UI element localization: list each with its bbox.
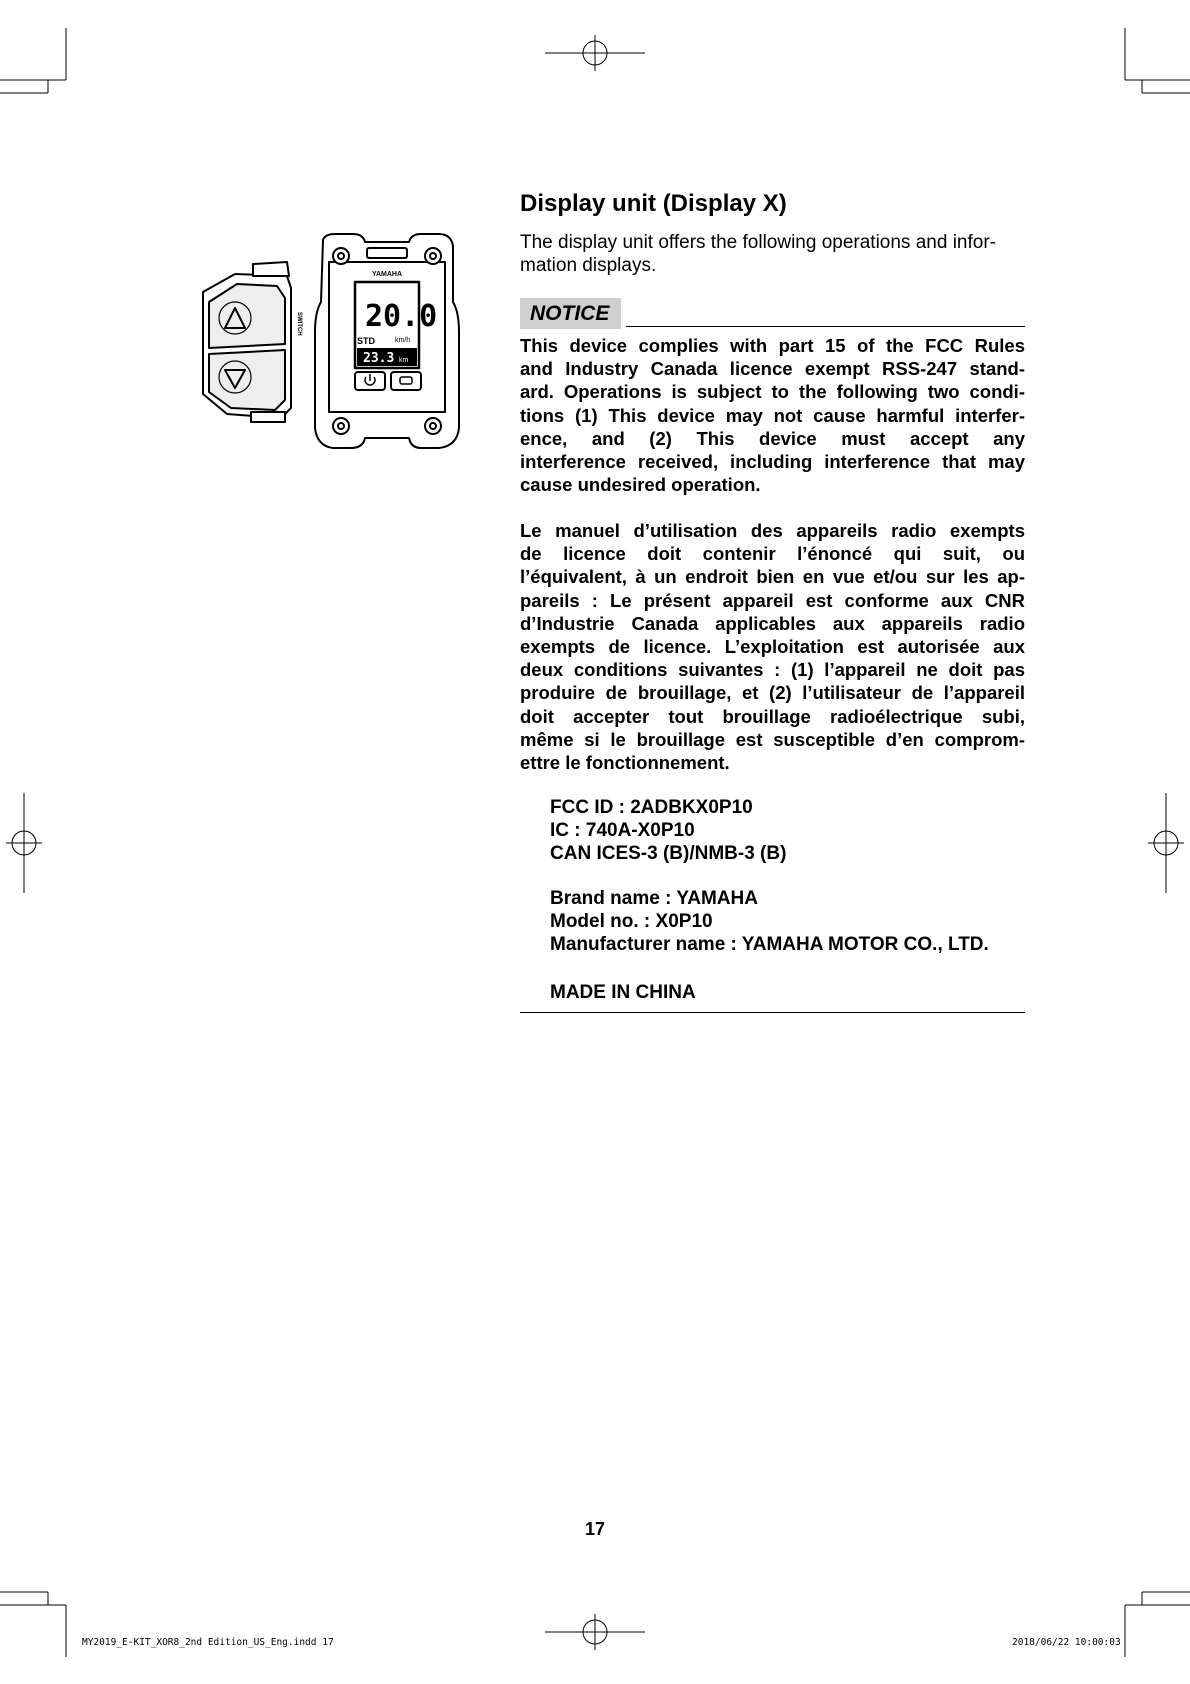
made-in-text: MADE IN CHINA: [550, 982, 696, 1003]
display-mode: STD: [357, 336, 375, 346]
paragraph-line: ard. Operations is subject to the following two condi-: [520, 381, 1025, 403]
section-title: Display unit (Display X): [520, 190, 787, 217]
paragraph-line: cause undesired operation.: [520, 474, 761, 496]
model-number: Model no. : X0P10: [550, 911, 713, 932]
page-number: 17: [584, 1519, 606, 1539]
paragraph-line: même si le brouillage est susceptible d’en comprom-: [520, 728, 1025, 750]
display-unit-illustration: [195, 232, 475, 454]
ic-statement-french: [520, 519, 1025, 774]
paragraph-line: exempts de licence. L’exploitation est autorisée aux: [520, 636, 1025, 658]
paragraph-line: de licence doit contenir l’énoncé qui suit, ou: [520, 543, 1025, 565]
paragraph-line: deux conditions suivantes : (1) l’appareil ne doit pas: [520, 659, 1025, 681]
display-speed: 20.0: [365, 299, 438, 334]
intro-paragraph: [520, 231, 1025, 277]
notice-rule: [626, 326, 1025, 327]
paragraph-line: doit accepter tout brouillage radioélectrique subi,: [520, 705, 1025, 727]
paragraph-line: tions (1) This device may not cause harmful interfer-: [520, 404, 1025, 426]
intro-line: The display unit offers the following operations and infor-: [520, 232, 996, 253]
notice-end-rule: [520, 1012, 1025, 1013]
notice-label: NOTICE: [520, 298, 621, 329]
display-logo: YAMAHA: [371, 271, 403, 278]
remote-switch-drawing: [203, 262, 291, 422]
paragraph-line: pareils : Le présent appareil est conforme aux CNR: [520, 589, 1025, 611]
display-speed-unit: km/h: [395, 337, 411, 344]
paragraph-line: This device complies with part 15 of the FCC Rules: [520, 335, 1025, 356]
paragraph-line: produire de brouillage, et (2) l’utilisateur de l’appareil: [520, 682, 1025, 704]
notice-header: [520, 298, 1025, 328]
paragraph-line: l’équivalent, à un endroit bien en vue et/ou sur les ap-: [520, 566, 1025, 588]
display-odometer: 23.3: [363, 351, 395, 366]
date-slug: 2018/06/22 10:00:03: [1012, 1637, 1121, 1648]
paragraph-line: d’Industrie Canada applicables aux appareils radio: [520, 612, 1025, 634]
brand-name: Brand name : YAMAHA: [550, 888, 758, 909]
display-body-drawing: [315, 234, 459, 448]
fcc-id: FCC ID : 2ADBKX0P10: [550, 797, 753, 818]
fcc-statement-english: [520, 334, 1025, 496]
manufacturer-name: Manufacturer name : YAMAHA MOTOR CO., LTD.: [550, 934, 989, 955]
product-info: [550, 887, 989, 956]
paragraph-line: ence, and (2) This device must accept any: [520, 427, 1025, 449]
ices-id: CAN ICES-3 (B)/NMB-3 (B): [550, 843, 787, 864]
ic-id: IC : 740A-X0P10: [550, 820, 695, 841]
paragraph-line: ettre le fonctionnement.: [520, 752, 730, 774]
country-of-origin: [550, 981, 696, 1004]
file-slug: MY2019_E-KIT_XOR8_2nd Edition_US_Eng.indd 17: [82, 1637, 334, 1648]
certification-ids: [550, 796, 786, 865]
paragraph-line: Le manuel d’utilisation des appareils radio exempts: [520, 520, 1025, 541]
remote-side-text: SWITCH: [296, 312, 302, 336]
intro-line: mation displays.: [520, 255, 657, 276]
display-odometer-unit: km: [399, 357, 409, 364]
paragraph-line: interference received, including interference that may: [520, 451, 1025, 473]
paragraph-line: and Industry Canada licence exempt RSS-247 stand-: [520, 358, 1025, 380]
